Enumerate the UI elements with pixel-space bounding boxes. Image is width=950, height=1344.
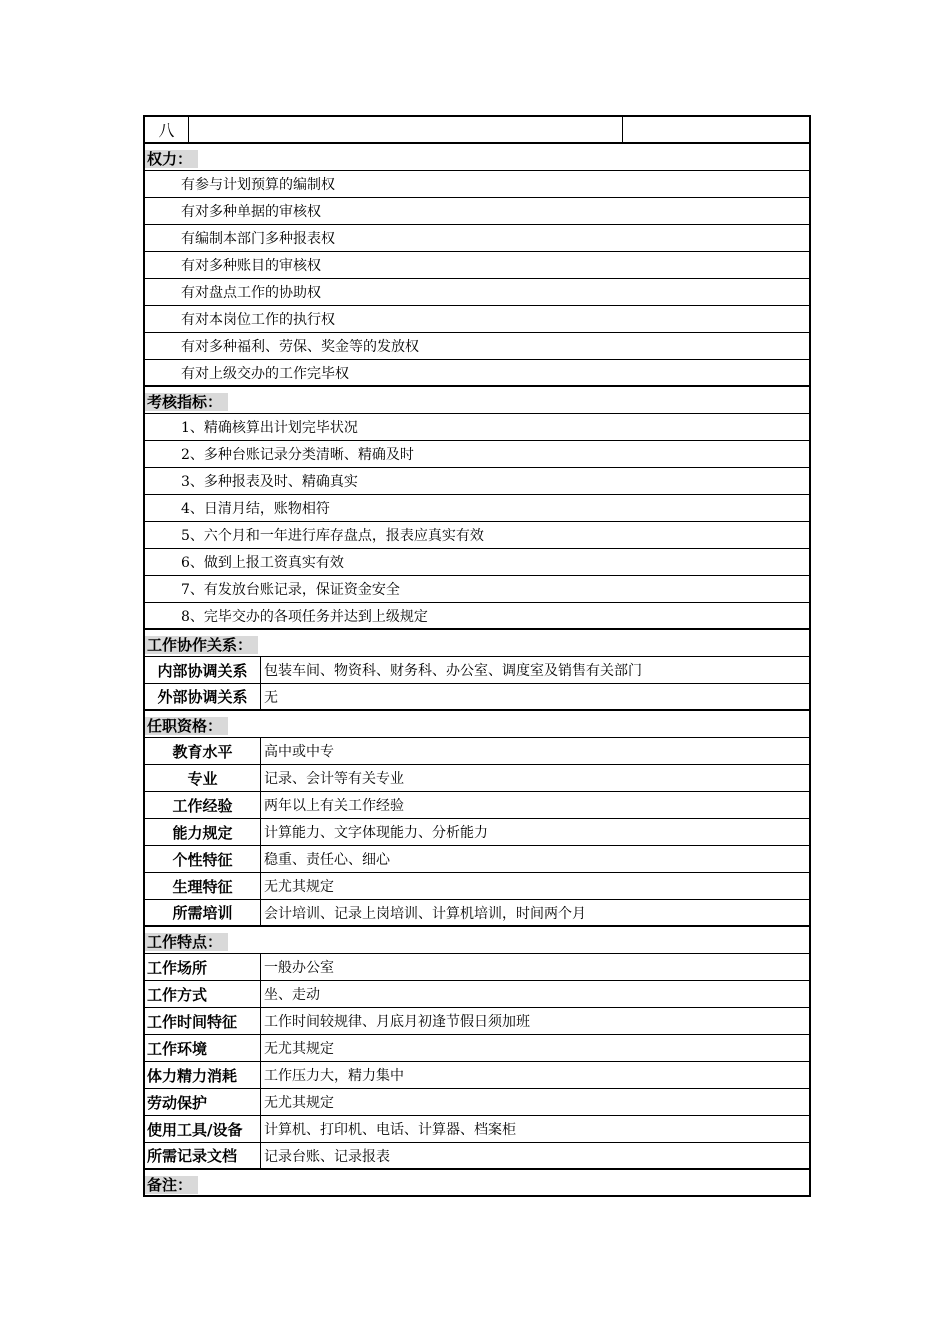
table-row — [145, 873, 809, 900]
features-title: 工作特点： — [145, 933, 228, 951]
row-label: 工作场所 — [145, 954, 261, 980]
row-value: 一般办公室 — [264, 960, 334, 976]
row-label: 能力规定 — [145, 819, 261, 845]
table-row — [145, 765, 809, 792]
row-value: 计算机、打印机、电话、计算器、档案柜 — [264, 1122, 516, 1138]
table-row — [145, 981, 809, 1008]
list-item: 4、日清月结，账物相符 — [145, 495, 809, 522]
table-row — [145, 684, 809, 711]
row-label: 工作方式 — [145, 981, 261, 1007]
row-value: 无尤其规定 — [264, 879, 334, 895]
table-row — [145, 1062, 809, 1089]
row-label: 外部协调关系 — [145, 684, 261, 709]
header-cell-2 — [189, 117, 623, 142]
row-value: 工作时间较规律、月底月初逢节假日须加班 — [264, 1014, 530, 1030]
row-value: 计算能力、文字体现能力、分析能力 — [264, 825, 488, 841]
list-item: 7、有发放台账记录，保证资金安全 — [145, 576, 809, 603]
row-value: 包装车间、物资科、财务科、办公室、调度室及销售有关部门 — [264, 663, 642, 679]
relations-heading-row — [145, 630, 809, 657]
kpi-heading-row — [145, 387, 809, 414]
qualifications-heading-row — [145, 711, 809, 738]
remarks-title: 备注： — [145, 1176, 198, 1194]
table-row — [145, 1089, 809, 1116]
row-label: 教育水平 — [145, 738, 261, 764]
row-label: 体力精力消耗 — [145, 1062, 261, 1088]
row-value: 无 — [264, 689, 278, 706]
table-row — [145, 738, 809, 765]
table-row — [145, 792, 809, 819]
table-row — [145, 954, 809, 981]
job-description-table — [143, 115, 811, 1197]
header-row — [145, 117, 809, 144]
remarks-row — [145, 1170, 809, 1197]
row-value: 坐、走动 — [264, 987, 320, 1003]
list-item: 3、多种报表及时、精确真实 — [145, 468, 809, 495]
row-value: 无尤其规定 — [264, 1041, 334, 1057]
row-value: 记录、会计等有关专业 — [264, 771, 404, 787]
list-item: 有对本岗位工作的执行权 — [145, 306, 809, 333]
list-item: 8、完毕交办的各项任务并达到上级规定 — [145, 603, 809, 630]
row-label: 劳动保护 — [145, 1089, 261, 1115]
table-row — [145, 1035, 809, 1062]
table-row — [145, 1008, 809, 1035]
row-value: 高中或中专 — [264, 744, 334, 760]
row-label: 所需培训 — [145, 900, 261, 925]
table-row — [145, 657, 809, 684]
list-item: 有对上级交办的工作完毕权 — [145, 360, 809, 387]
row-value: 两年以上有关工作经验 — [264, 798, 404, 814]
header-cell-3 — [623, 117, 809, 142]
kpi-title: 考核指标： — [145, 393, 228, 411]
row-label: 所需记录文档 — [145, 1143, 261, 1168]
list-item: 有编制本部门多种报表权 — [145, 225, 809, 252]
list-item: 5、六个月和一年进行库存盘点，报表应真实有效 — [145, 522, 809, 549]
row-label: 工作经验 — [145, 792, 261, 818]
table-row — [145, 846, 809, 873]
qualifications-title: 任职资格： — [145, 717, 228, 735]
features-heading-row — [145, 927, 809, 954]
row-label: 工作时间特征 — [145, 1008, 261, 1034]
row-label: 内部协调关系 — [145, 657, 261, 683]
row-label: 使用工具/设备 — [145, 1116, 261, 1142]
list-item: 2、多种台账记录分类清晰、精确及时 — [145, 441, 809, 468]
list-item: 1、精确核算出计划完毕状况 — [145, 414, 809, 441]
row-label: 工作环境 — [145, 1035, 261, 1061]
list-item: 有对多种账目的审核权 — [145, 252, 809, 279]
row-value: 稳重、责任心、细心 — [264, 852, 390, 868]
list-item: 有对多种福利、劳保、奖金等的发放权 — [145, 333, 809, 360]
table-row — [145, 819, 809, 846]
row-label: 专业 — [145, 765, 261, 791]
list-item: 6、做到上报工资真实有效 — [145, 549, 809, 576]
table-row — [145, 1116, 809, 1143]
authority-heading-row — [145, 144, 809, 171]
table-row — [145, 900, 809, 927]
table-row — [145, 1143, 809, 1170]
row-value: 会计培训、记录上岗培训、计算机培训，时间两个月 — [264, 905, 586, 922]
row-value: 记录台账、记录报表 — [264, 1148, 390, 1165]
authority-title: 权力： — [145, 150, 198, 168]
list-item: 有参与计划预算的编制权 — [145, 171, 809, 198]
row-value: 无尤其规定 — [264, 1095, 334, 1111]
list-item: 有对盘点工作的协助权 — [145, 279, 809, 306]
row-label: 生理特征 — [145, 873, 261, 899]
list-item: 有对多种单据的审核权 — [145, 198, 809, 225]
relations-title: 工作协作关系： — [145, 636, 258, 654]
row-label: 个性特征 — [145, 846, 261, 872]
section-number: 八 — [145, 117, 189, 142]
row-value: 工作压力大，精力集中 — [264, 1068, 404, 1084]
